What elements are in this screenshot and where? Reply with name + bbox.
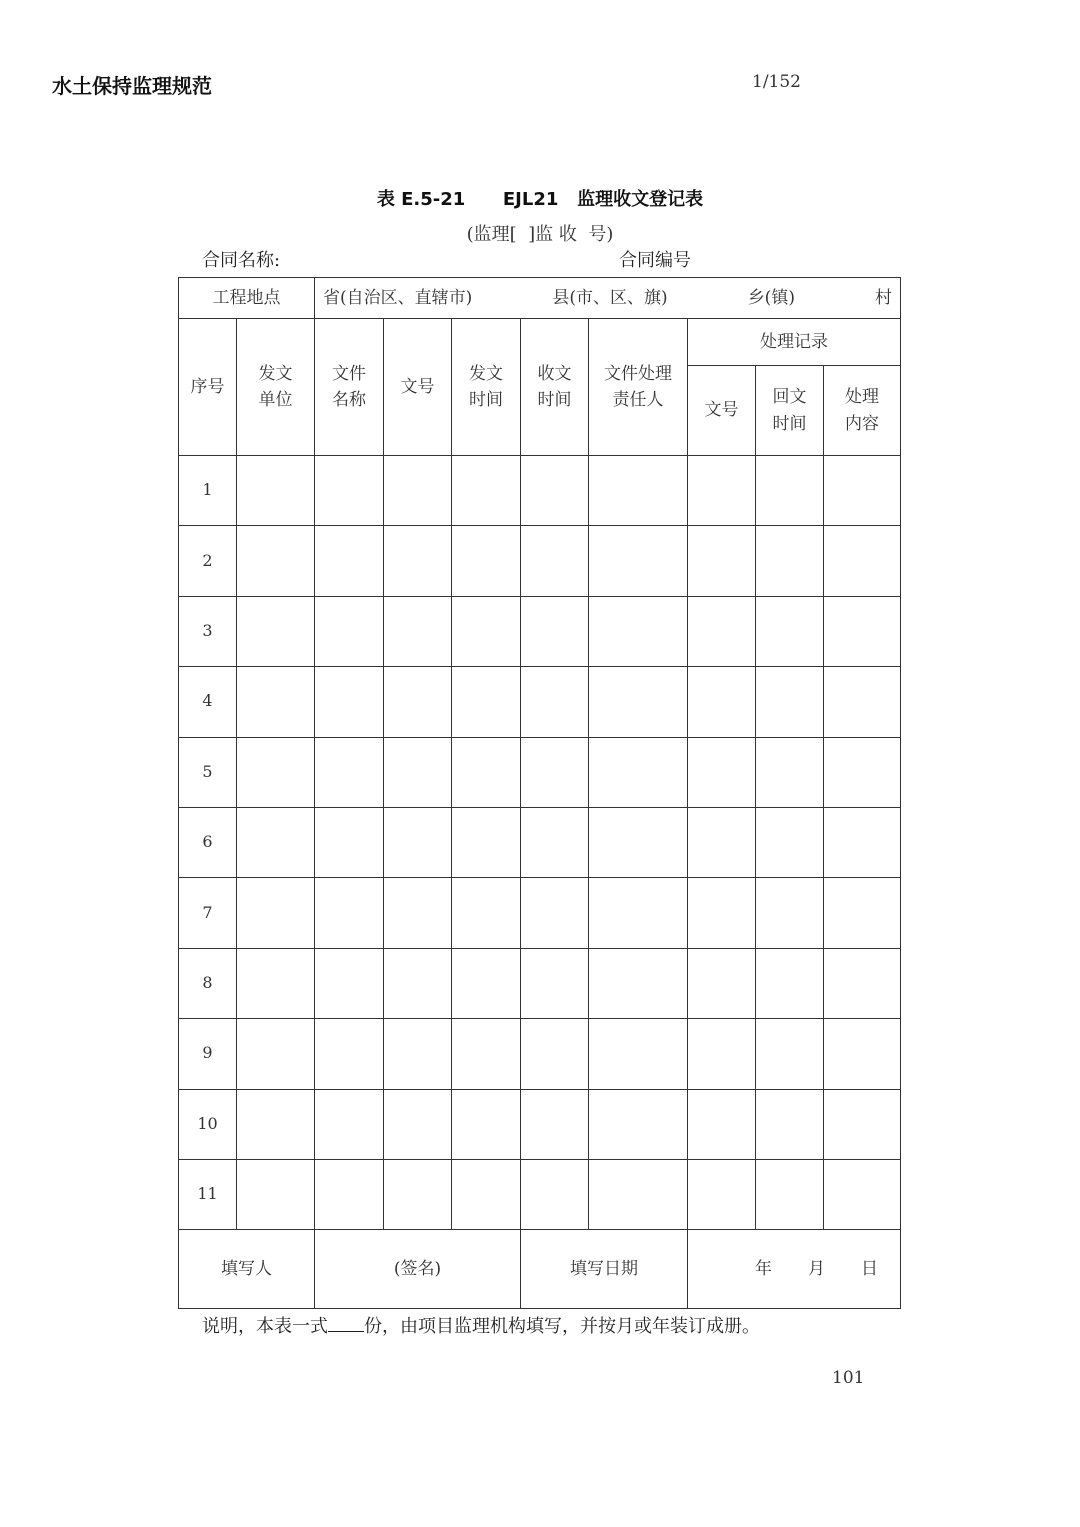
- table-cell[interactable]: [521, 807, 589, 877]
- row-number: 3: [179, 596, 237, 666]
- table-cell[interactable]: [237, 596, 315, 666]
- row-number: 10: [179, 1089, 237, 1159]
- col-header-doc-name: 文件 名称: [315, 319, 384, 456]
- table-row: [179, 807, 901, 877]
- table-row: [179, 948, 901, 1018]
- table-row: [179, 1159, 901, 1229]
- table-cell[interactable]: [521, 737, 589, 807]
- table-cell[interactable]: [589, 948, 688, 1018]
- row-number: 8: [179, 948, 237, 1018]
- contract-name-label: 合同名称:: [202, 250, 281, 271]
- col-header-seq: 序号: [179, 319, 237, 456]
- table-cell[interactable]: [589, 1019, 688, 1089]
- table-cell[interactable]: [688, 948, 756, 1018]
- table-cell[interactable]: [824, 1159, 901, 1229]
- table-cell[interactable]: [688, 456, 756, 526]
- table-cell[interactable]: [384, 596, 452, 666]
- table-cell[interactable]: [384, 737, 452, 807]
- table-cell[interactable]: [756, 737, 824, 807]
- copies-blank[interactable]: [328, 1317, 364, 1332]
- table-cell[interactable]: [315, 737, 384, 807]
- column-header-row: [179, 319, 901, 366]
- table-cell[interactable]: [384, 1159, 452, 1229]
- table-cell[interactable]: [521, 878, 589, 948]
- table-cell[interactable]: [315, 667, 384, 737]
- table-row: [179, 737, 901, 807]
- location-row: [179, 278, 901, 319]
- table-cell[interactable]: [237, 1159, 315, 1229]
- table-row: [179, 1089, 901, 1159]
- table-cell[interactable]: [452, 667, 521, 737]
- table-cell[interactable]: [452, 1159, 521, 1229]
- table-cell[interactable]: [452, 596, 521, 666]
- table-cell[interactable]: [589, 878, 688, 948]
- receipt-register-table: [178, 277, 901, 1309]
- table-cell[interactable]: [688, 596, 756, 666]
- table-cell[interactable]: [384, 878, 452, 948]
- table-row: [179, 526, 901, 596]
- table-cell[interactable]: [824, 596, 901, 666]
- table-cell[interactable]: [688, 526, 756, 596]
- table-cell[interactable]: [589, 807, 688, 877]
- row-number: 11: [179, 1159, 237, 1229]
- table-cell[interactable]: [384, 1019, 452, 1089]
- location-label: 工程地点: [179, 278, 315, 319]
- table-cell[interactable]: [315, 456, 384, 526]
- table-cell[interactable]: [521, 667, 589, 737]
- table-cell[interactable]: [521, 1159, 589, 1229]
- table-cell[interactable]: [688, 878, 756, 948]
- table-cell[interactable]: [688, 667, 756, 737]
- table-cell[interactable]: [756, 1159, 824, 1229]
- table-cell[interactable]: [384, 948, 452, 1018]
- table-cell[interactable]: [688, 1089, 756, 1159]
- table-row: [179, 878, 901, 948]
- table-cell[interactable]: [452, 456, 521, 526]
- table-cell[interactable]: [452, 1019, 521, 1089]
- table-cell[interactable]: [452, 948, 521, 1018]
- table-cell[interactable]: [521, 526, 589, 596]
- table-cell[interactable]: [315, 1019, 384, 1089]
- table-cell[interactable]: [521, 596, 589, 666]
- table-cell[interactable]: [315, 526, 384, 596]
- date-field[interactable]: [688, 1230, 901, 1309]
- year-label: 年: [755, 1259, 773, 1280]
- note-after: 份，由项目监理机构填写，并按月或年装订成册。: [364, 1316, 760, 1337]
- document-header-title: 水土保持监理规范: [52, 74, 212, 98]
- table-row: [179, 596, 901, 666]
- col-header-receive-time: 收文 时间: [521, 319, 589, 456]
- table-cell[interactable]: [237, 526, 315, 596]
- table-cell[interactable]: [824, 878, 901, 948]
- village-field: 村: [875, 287, 893, 308]
- row-number: 4: [179, 667, 237, 737]
- table-cell[interactable]: [756, 1089, 824, 1159]
- table-cell[interactable]: [756, 948, 824, 1018]
- table-cell[interactable]: [756, 1019, 824, 1089]
- table-cell[interactable]: [824, 1019, 901, 1089]
- table-cell[interactable]: [756, 878, 824, 948]
- row-number: 7: [179, 878, 237, 948]
- row-number: 9: [179, 1019, 237, 1089]
- table-cell[interactable]: [589, 456, 688, 526]
- table-cell[interactable]: [237, 878, 315, 948]
- table-cell[interactable]: [452, 526, 521, 596]
- table-cell[interactable]: [237, 456, 315, 526]
- page-number: 101: [832, 1368, 865, 1388]
- table-cell[interactable]: [824, 456, 901, 526]
- table-cell[interactable]: [688, 1019, 756, 1089]
- table-note: [202, 1312, 760, 1338]
- table-cell[interactable]: [688, 1159, 756, 1229]
- table-cell[interactable]: [521, 456, 589, 526]
- col-header-reply-no: 文号: [688, 366, 756, 456]
- row-number: 2: [179, 526, 237, 596]
- col-header-issue-time: 发文 时间: [452, 319, 521, 456]
- table-cell[interactable]: [589, 1159, 688, 1229]
- table-title: 表 E.5-21 EJL21 监理收文登记表: [376, 189, 704, 210]
- table-cell[interactable]: [824, 737, 901, 807]
- province-field: 省(自治区、直辖市): [323, 287, 473, 308]
- township-field: 乡(镇): [747, 287, 795, 308]
- table-cell[interactable]: [824, 1089, 901, 1159]
- col-header-issuer: 发文 单位: [237, 319, 315, 456]
- col-header-processing-record: 处理记录: [688, 319, 901, 366]
- table-cell[interactable]: [521, 948, 589, 1018]
- table-cell[interactable]: [237, 737, 315, 807]
- date-label: 填写日期: [521, 1230, 688, 1309]
- contract-number-label: 合同编号: [619, 250, 691, 271]
- table-cell[interactable]: [384, 807, 452, 877]
- county-field: 县(市、区、旗): [552, 287, 668, 308]
- table-cell[interactable]: [237, 667, 315, 737]
- table-cell[interactable]: [688, 807, 756, 877]
- table-cell[interactable]: [452, 737, 521, 807]
- table-cell[interactable]: [824, 948, 901, 1018]
- row-number: 1: [179, 456, 237, 526]
- table-cell[interactable]: [824, 526, 901, 596]
- col-header-content: 处理 内容: [824, 366, 901, 456]
- table-cell[interactable]: [237, 1019, 315, 1089]
- signature-row: [179, 1230, 901, 1309]
- table-cell[interactable]: [237, 807, 315, 877]
- table-cell[interactable]: [384, 1089, 452, 1159]
- table-cell[interactable]: [452, 1089, 521, 1159]
- table-cell[interactable]: [756, 807, 824, 877]
- table-cell[interactable]: [589, 596, 688, 666]
- table-cell[interactable]: [589, 1089, 688, 1159]
- table-cell[interactable]: [521, 1089, 589, 1159]
- table-cell[interactable]: [315, 948, 384, 1018]
- col-header-reply-time: 回文 时间: [756, 366, 824, 456]
- table-cell[interactable]: [315, 807, 384, 877]
- table-cell[interactable]: [756, 667, 824, 737]
- day-label: 日: [861, 1259, 879, 1280]
- table-cell[interactable]: [315, 878, 384, 948]
- location-fields: [315, 278, 901, 319]
- document-page-indicator: 1/152: [752, 72, 801, 92]
- table-cell[interactable]: [384, 526, 452, 596]
- table-cell[interactable]: [237, 1089, 315, 1159]
- filler-label: 填写人: [179, 1230, 315, 1309]
- col-header-doc-no: 文号: [384, 319, 452, 456]
- table-cell[interactable]: [315, 596, 384, 666]
- table-cell[interactable]: [589, 667, 688, 737]
- row-number: 5: [179, 737, 237, 807]
- table-cell[interactable]: [452, 807, 521, 877]
- table-row: [179, 456, 901, 526]
- signature-field[interactable]: (签名): [315, 1230, 521, 1309]
- table-cell[interactable]: [756, 456, 824, 526]
- table-cell[interactable]: [237, 948, 315, 1018]
- table-cell[interactable]: [824, 807, 901, 877]
- table-subtitle: (监理[ ]监 收 号): [466, 224, 614, 245]
- table-cell[interactable]: [824, 667, 901, 737]
- note-before: 说明，本表一式: [202, 1316, 328, 1337]
- table-cell[interactable]: [315, 1089, 384, 1159]
- table-cell[interactable]: [384, 667, 452, 737]
- table-row: [179, 1019, 901, 1089]
- table-cell[interactable]: [521, 1019, 589, 1089]
- table-cell[interactable]: [315, 1159, 384, 1229]
- table-cell[interactable]: [756, 596, 824, 666]
- table-cell[interactable]: [756, 526, 824, 596]
- table-cell[interactable]: [688, 737, 756, 807]
- month-label: 月: [808, 1259, 826, 1280]
- table-cell[interactable]: [384, 456, 452, 526]
- table-cell[interactable]: [452, 878, 521, 948]
- row-number: 6: [179, 807, 237, 877]
- table-cell[interactable]: [589, 737, 688, 807]
- table-cell[interactable]: [589, 526, 688, 596]
- col-header-handler: 文件处理 责任人: [589, 319, 688, 456]
- table-row: [179, 667, 901, 737]
